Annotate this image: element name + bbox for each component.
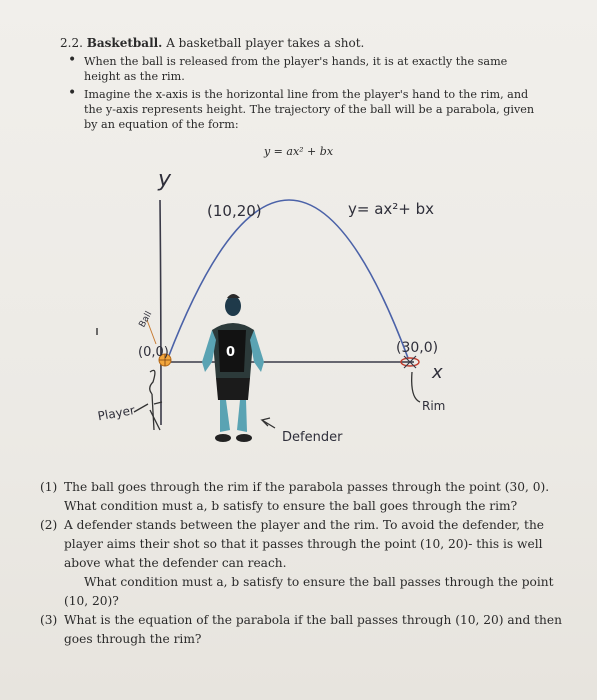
- parabola-formula: y = ax² + bx: [263, 145, 334, 158]
- defender-figure-icon: [202, 294, 264, 442]
- origin-label: (0,0): [138, 345, 169, 360]
- rim-pointer-icon: [412, 372, 420, 402]
- defender-label: Defender: [282, 430, 343, 445]
- vertex-label: (10,20): [207, 202, 262, 220]
- problem-title: Basketball.: [86, 36, 163, 50]
- bullet-item: • Imagine the x-axis is the horizontal line from the player's hand to the rim, and the y-axis represents height. The trajectory of the ball will be a parabola, given by an equation of the form:: [66, 87, 546, 132]
- question-item: [40, 611, 568, 649]
- question-continuation: [40, 573, 568, 611]
- question-text: What is the equation of the parabola if the ball passes through (10, 20) and then goes through the rim?: [64, 613, 562, 646]
- question-item: [40, 478, 568, 516]
- equation-label: y= ax²+ bx: [348, 200, 435, 218]
- y-axis-line: [160, 200, 161, 425]
- rim-label: Rim: [422, 399, 446, 413]
- question-text: What condition must a, b satisfy to ensure the ball passes through the point (10, 20)?: [64, 575, 554, 608]
- parabola-curve: [168, 200, 408, 358]
- rim-point-label: (30,0): [396, 340, 439, 356]
- question-list: [40, 478, 568, 649]
- jersey-number: 0: [226, 345, 236, 360]
- player-arrow-icon: [134, 404, 148, 412]
- question-text: A defender stands between the player and the rim. To avoid the defender, the player aims their shot so that it passes through the point (10, 20)- this is well above what the defender can reach.: [64, 518, 544, 570]
- question-number: (1): [40, 480, 58, 494]
- player-figure-icon: [150, 370, 162, 430]
- bullet-item: • When the ball is released from the player's hands, it is at exactly the same height as the rim.: [66, 54, 546, 84]
- problem-intro: A basketball player takes a shot.: [166, 36, 365, 50]
- y-axis-label: y: [158, 167, 172, 192]
- player-label: Player: [96, 403, 136, 424]
- question-number: (2): [40, 518, 58, 532]
- defender-arrow-icon: [262, 418, 275, 428]
- question-text: The ball goes through the rim if the parabola passes through the point (30, 0). What condition must a, b satisfy to ensure the ball goes through the rim?: [64, 480, 550, 513]
- question-number: (3): [40, 613, 58, 627]
- ball-label: Ball: [137, 309, 155, 330]
- problem-number: 2.2.: [60, 36, 83, 50]
- x-axis-label: x: [432, 362, 443, 383]
- question-item: [40, 516, 568, 573]
